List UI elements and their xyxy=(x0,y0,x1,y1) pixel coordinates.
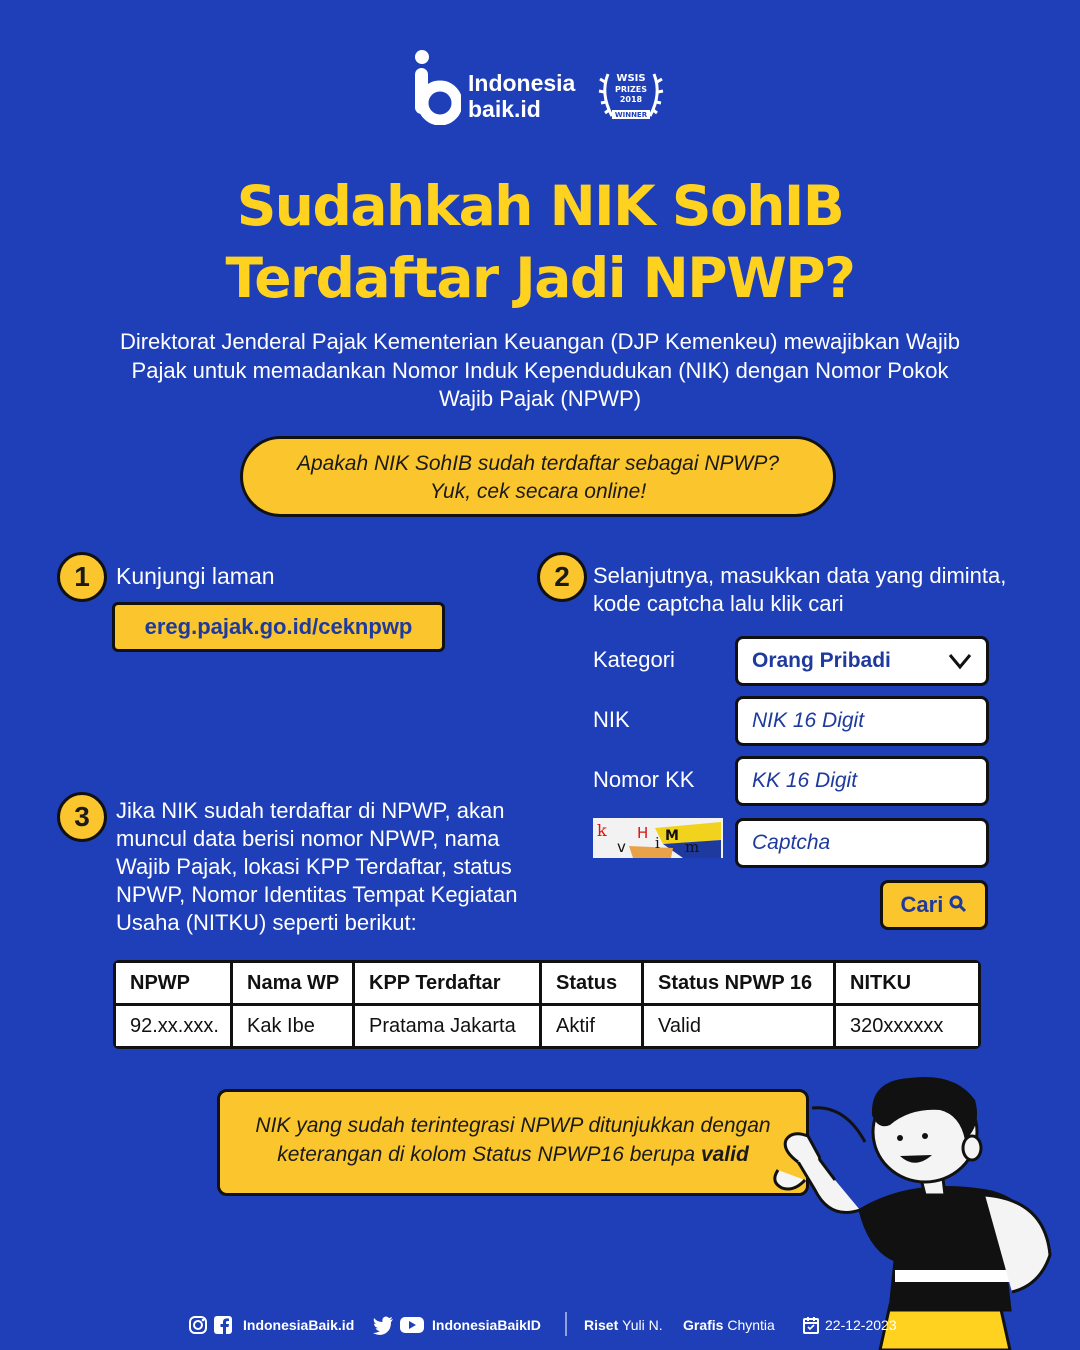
captcha-input[interactable] xyxy=(735,818,989,868)
npwp-result-table xyxy=(113,960,981,1049)
twitter-icon xyxy=(372,1315,394,1335)
nik-label: NIK xyxy=(593,707,630,732)
kategori-value: Orang Pribadi xyxy=(752,649,891,672)
svg-text:M: M xyxy=(665,828,679,844)
nik-input[interactable] xyxy=(735,696,989,746)
svg-text:WINNER: WINNER xyxy=(614,111,648,119)
footer-credit-riset: Riset Yuli N. xyxy=(584,1317,663,1333)
table-cell: Pratama Jakarta xyxy=(355,1006,542,1046)
footer-handle-2: IndonesiaBaikID xyxy=(432,1317,541,1333)
step-1-text: Kunjungi laman xyxy=(116,563,275,589)
calendar-icon xyxy=(803,1316,819,1334)
cari-button[interactable] xyxy=(880,880,988,930)
table-cell: 320xxxxxx xyxy=(836,1006,978,1046)
intro-paragraph: Direktorat Jenderal Pajak Kementerian Keuangan (DJP Kemenkeu) mewajibkan Wajib Pajak untuk memadankan Nomor Induk Kependudukan (NIK) dengan Nomor Pokok Wajib Pajak (NPWP) xyxy=(119,329,961,411)
footer xyxy=(0,1310,1080,1340)
kk-placeholder: KK 16 Digit xyxy=(752,769,858,792)
chevron-down-icon xyxy=(948,652,972,670)
nomor-kk-input[interactable] xyxy=(735,756,989,806)
svg-text:WSIS: WSIS xyxy=(616,73,646,84)
step-3-text: Jika NIK sudah terdaftar di NPWP, akan muncul data berisi nomor NPWP, nama Wajib Pajak, lokasi KPP Terdaftar, status NPWP, Nomor Identitas Tempat Kegiatan Usaha (NITKU) seperti berikut: xyxy=(116,798,518,935)
table-header-row xyxy=(116,963,978,1006)
table-cell: 92.xx.xxx. xyxy=(116,1006,233,1046)
svg-text:i: i xyxy=(655,834,660,852)
table-cell: Kak Ibe xyxy=(233,1006,355,1046)
search-icon xyxy=(949,895,967,913)
captcha-placeholder: Captcha xyxy=(752,831,831,854)
kategori-select[interactable] xyxy=(735,636,989,686)
step-3-number: 3 xyxy=(57,792,107,842)
table-header-cell: KPP Terdaftar xyxy=(355,963,542,1006)
wsis-award-badge-icon xyxy=(598,66,664,130)
svg-text:PRIZES: PRIZES xyxy=(614,85,648,94)
table-row xyxy=(116,1006,978,1046)
captcha-image xyxy=(593,818,723,858)
svg-text:k: k xyxy=(597,821,607,840)
step-2-text: Selanjutnya, masukkan data yang diminta, kode captcha lalu klik cari xyxy=(593,563,1007,616)
step-1-number: 1 xyxy=(57,552,107,602)
table-header-cell: Status NPWP 16 xyxy=(644,963,836,1006)
cek-npwp-link[interactable]: ereg.pajak.go.id/ceknpwp xyxy=(112,602,445,652)
table-header-cell: NPWP xyxy=(116,963,233,1006)
svg-text:m: m xyxy=(685,838,700,856)
table-header-cell: NITKU xyxy=(836,963,978,1006)
cari-label: Cari xyxy=(900,892,944,917)
kategori-label: Kategori xyxy=(593,647,675,672)
brand-name: Indonesia baik.id xyxy=(468,70,576,122)
callout-box: NIK yang sudah terintegrasi NPWP ditunjukkan dengan keterangan di kolom Status NPWP16 berupa valid xyxy=(217,1089,809,1196)
footer-handle-1: IndonesiaBaik.id xyxy=(243,1317,355,1333)
nomor-kk-label: Nomor KK xyxy=(593,767,695,792)
footer-credit-grafis: Grafis Chyntia xyxy=(683,1317,775,1333)
page-title: Sudahkah NIK SohIB Terdaftar Jadi NPWP? xyxy=(225,174,855,310)
step-2-number: 2 xyxy=(537,552,587,602)
instagram-icon xyxy=(188,1315,208,1335)
table-cell: Valid xyxy=(644,1006,836,1046)
indonesiabaik-logo-icon xyxy=(413,50,461,125)
svg-text:H: H xyxy=(637,824,649,842)
table-cell: Aktif xyxy=(542,1006,644,1046)
cta-pill: Apakah NIK SohIB sudah terdaftar sebagai NPWP? Yuk, cek secara online! xyxy=(240,436,836,517)
svg-text:v: v xyxy=(617,838,626,856)
footer-divider xyxy=(565,1312,567,1336)
footer-date: 22-12-2023 xyxy=(825,1317,897,1333)
youtube-icon xyxy=(399,1315,425,1335)
mascot-thumbs-up-illustration xyxy=(760,1070,1080,1350)
facebook-icon xyxy=(213,1315,233,1335)
table-header-cell: Nama WP xyxy=(233,963,355,1006)
nik-placeholder: NIK 16 Digit xyxy=(752,709,865,732)
table-header-cell: Status xyxy=(542,963,644,1006)
svg-text:2018: 2018 xyxy=(619,95,643,104)
